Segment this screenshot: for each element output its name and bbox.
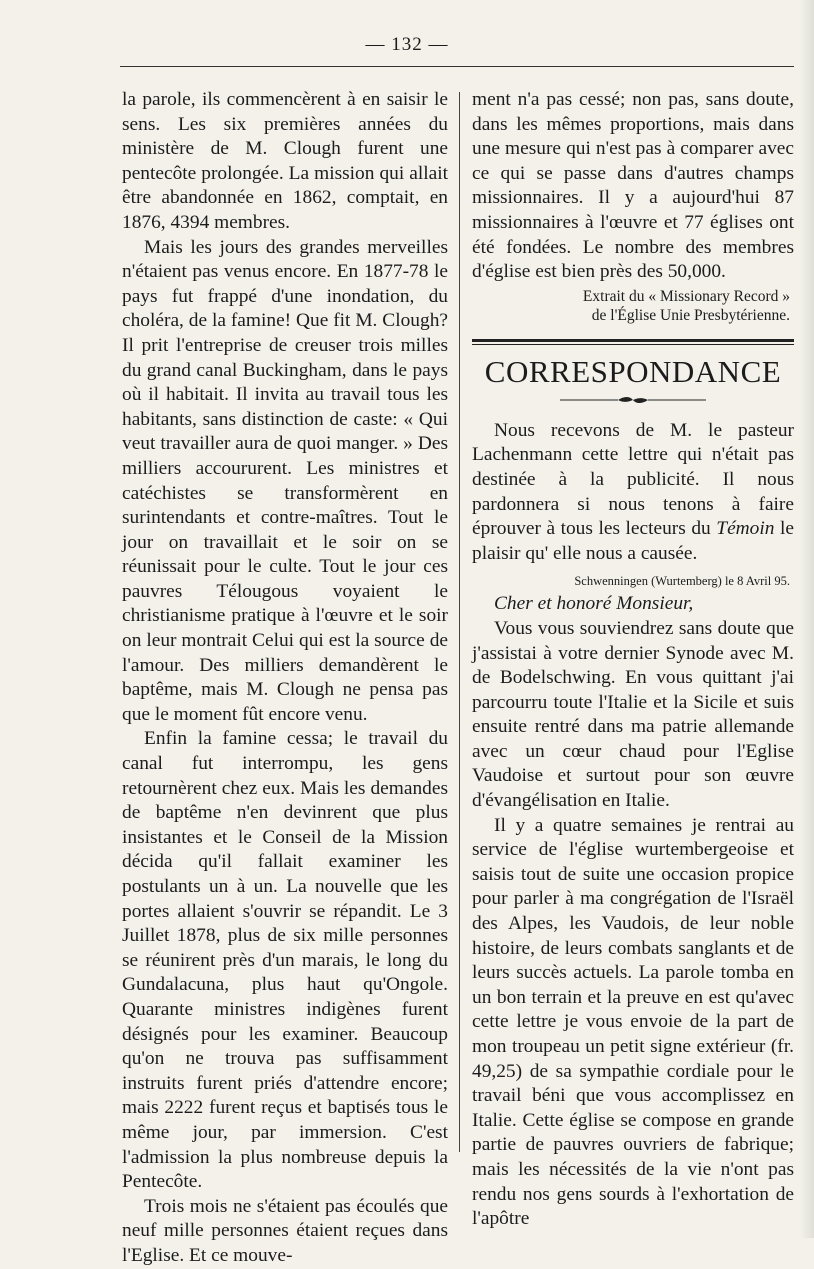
ornament-icon	[558, 395, 708, 405]
letter-dateline: Schwenningen (Wurtemberg) le 8 Avril 95.	[574, 574, 790, 589]
paragraph: Trois mois ne s'étaient pas écoulés que neuf mille personnes étaient reçues dans l'Eglise. Et ce mouve-	[122, 1195, 448, 1266]
left-column	[122, 88, 448, 1269]
journal-title: Témoin	[716, 518, 775, 540]
intro-paragraph: Nous recevons de M. le pasteur Lachenmann cette lettre qui n'était pas destinée à la publicité. Il nous pardonnera si nous tenons à faire éprouver à tous les lecteurs du Témoin le plaisir qu' elle nous a causée.	[472, 419, 794, 564]
continued-paragraph: ment n'a pas cessé; non pas, sans doute, dans les mêmes proportions, mais dans une mesure qui n'est pas à comparer avec ce qui se passe dans d'autres champs missionnaires. Il y a aujourd'hui 87 missionnaires à l'œuvre et 77 églises ont été fondées. Le nombre des membres d'église est bien près des 50,000.	[472, 89, 794, 283]
page-edge-shadow	[800, 0, 814, 1238]
source-citation	[472, 287, 794, 325]
section-rule-thin	[472, 344, 794, 345]
section-title: CORRESPONDANCE	[484, 353, 782, 389]
letter-paragraph: Vous vous souviendrez sans doute que j'assistai à votre dernier Synode avec M. de Bodelschwing. En vous quittant j'ai parcourru toute l'Italie et la Sicile et suis ensuite rentré dans ma patrie allemande avec un cœur chaud pour l'Eglise Vaudoise et surtout pour son œuvre d'évangélisation en Italie.	[472, 617, 794, 812]
header-rule	[120, 66, 794, 67]
paragraph: Enfin la famine cessa; le travail du canal fut interrompu, les gens retournèrent chez eux. Mais les demandes de baptême n'en devinrent que plus insistantes et le Conseil de la Mission décida qu'il fallait examiner les postulants un à un. La nouvelle que les portes allaient s'ouvrir se répandit. Le 3 Juillet 1878, plus de six mille personnes se réunirent près d'un marais, le long du Gundalacuna, plus haut qu'Ongole. Quarante ministres indigènes furent désignés pour les examiner. Beaucoup qu'on ne trouva pas suffisamment instruits furent priés d'attendre encore; mais 2222 furent reçus et baptisés tous le même jour, par immersion. C'est l'admission la plus nombreuse depuis la Pentecôte.	[122, 728, 448, 1193]
section-rule-thick	[472, 339, 794, 342]
page-number: — 132 —	[365, 34, 449, 55]
column-divider	[459, 92, 460, 1152]
source-line: de l'Église Unie Presbytérienne.	[591, 306, 790, 324]
paragraph: la parole, ils commencèrent à en saisir le sens. Les six premières années du ministère de M. Clough furent une pentecôte prolongée. La mission qui allait être abandonnée en 1862, comptait, en 1876, 4394 membres.	[122, 89, 448, 233]
source-line: Extrait du « Missionary Record »	[582, 287, 790, 305]
letter-paragraph: Il y a quatre semaines je rentrai au service de l'église wurtembergeoise et saisis tout de suite une occasion propice pour parler à ma congrégation de l'Israël des Alpes, les Vaudois, de leur noble histoire, de leurs combats sanglants et de leurs succès actuels. La parole tomba en un bon terrain et la preuve en est qu'avec cette lettre je vous envoie de la part de mon troupeau un petit signe extérieur (fr. 49,25) de sa sympathie cordiale pour le travail béni que vous accomplissez en Italie. Cette église se compose en grande partie de pauvres ouvriers de fabrique; mais les nécessités de la vie n'ont pas rendu nos gens sourds à l'exhortation de l'apôtre	[472, 814, 794, 1230]
paragraph: Mais les jours des grandes merveilles n'étaient pas venus encore. En 1877-78 le pays fut frappé d'une inondation, du choléra, de la famine! Que fit M. Clough? Il prit l'entreprise de creuser trois milles du grand canal Buckingham, dans le pays où il habitait. Il invita au travail tous les habitants, sans distinction de caste: « Qui veut travailler aura de quoi manger. » Des milliers accoururent. Les ministres et catéchistes se transformèrent en surintendants et contre-maîtres. Tout le jour on travaillait et le soir on se réunissait pour le culte. Tout le jour ces pauvres Télougous voyaient le christianisme pratique à l'œuvre et le soir on leur montrait Celui qui est la source de l'amour. Des milliers demandèrent le baptême, mais M. Clough ne pensa pas que le moment fût encore venu.	[122, 236, 448, 725]
letter-salutation: Cher et honoré Monsieur,	[494, 593, 694, 615]
right-column	[472, 88, 794, 1232]
